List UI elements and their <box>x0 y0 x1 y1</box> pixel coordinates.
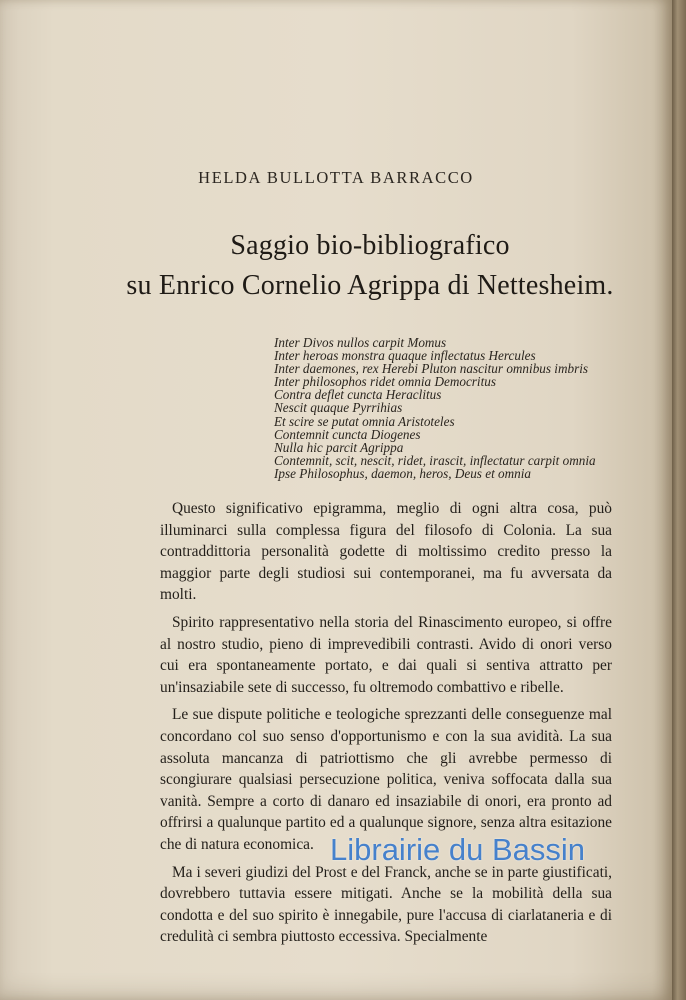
epigram-line: Contra deflet cuncta Heraclitus <box>274 387 442 403</box>
body-text <box>160 498 612 954</box>
epigram-line: Inter Divos nullos carpit Momus <box>274 335 447 350</box>
paragraph: Le sue dispute politiche e teologiche sprezzanti delle conseguenze mal concordano col suo senso d'opportunismo e con la sua avidità. La sua assoluta mancanza di patriottismo che gli avrebbe permesso di scongiurare qualsiasi persecuzione politica, veniva soffocata dalla sua vanità. Sempre a corto di danaro ed insaziabile di onori, era pronto ad offrirsi a qualunque partito ed a qualunque signore, senza altra esitazione che di natura economica. <box>160 706 612 853</box>
epigram-line: Et scire se putat omnia Aristoteles <box>274 413 455 429</box>
epigram-line: Nulla hic parcit Agrippa <box>274 439 404 455</box>
paragraph: Ma i severi giudizi del Prost e del Franck, anche se in parte giustificati, dovrebbero tuttavia essere mitigati. Anche se la mobilità della sua condotta e del suo spirito è innegabile, pure l'accusa di ciarlataneria e di credulità ci sembra piuttosto eccessiva. Specialmente <box>160 863 612 946</box>
epigram-line: Contemnit, scit, nescit, ridet, irascit, inflectatur carpit omnia <box>274 452 596 468</box>
watermark: Librairie du Bassin <box>330 832 586 867</box>
epigram <box>274 336 644 480</box>
epigram-line: Contemnit cuncta Diogenes <box>274 426 421 442</box>
epigram-line: Nescit quaque Pyrrihias <box>274 400 403 416</box>
epigram-line: Inter daemones, rex Herebi Pluton nascitur omnibus imbris <box>274 361 589 377</box>
epigram-line: Inter heroas monstra quaque inflectatus Hercules <box>274 348 536 364</box>
author-name: HELDA BULLOTTA BARRACCO <box>198 168 474 187</box>
paragraph: Questo significativo epigramma, meglio di ogni altra cosa, può illuminarci sulla complessa figura del filosofo di Colonia. La sua contraddittoria personalità godette di moltissimo credito presso la maggior parte degli studiosi sui contemporanei, ma fu avversata da molti. <box>160 500 612 604</box>
title-line-1: Saggio bio-bibliografico <box>230 230 510 261</box>
paragraph: Spirito rappresentativo nella storia del Rinascimento europeo, si offre al nostro studio, pieno di imprevedibili contrasti. Avido di onori verso cui era spontaneamente portato, e dai quali si sentiva attratto per un'insaziabile sete di successo, fu oltremodo combattivo e ribelle. <box>160 613 612 696</box>
title-line-2: su Enrico Cornelio Agrippa di Nettesheim. <box>126 270 614 301</box>
epigram-line: Ipse Philosophus, daemon, heros, Deus et omnia <box>274 465 532 481</box>
epigram-line: Inter philosophos ridet omnia Democritus <box>274 374 496 390</box>
page-edge <box>672 0 686 1000</box>
